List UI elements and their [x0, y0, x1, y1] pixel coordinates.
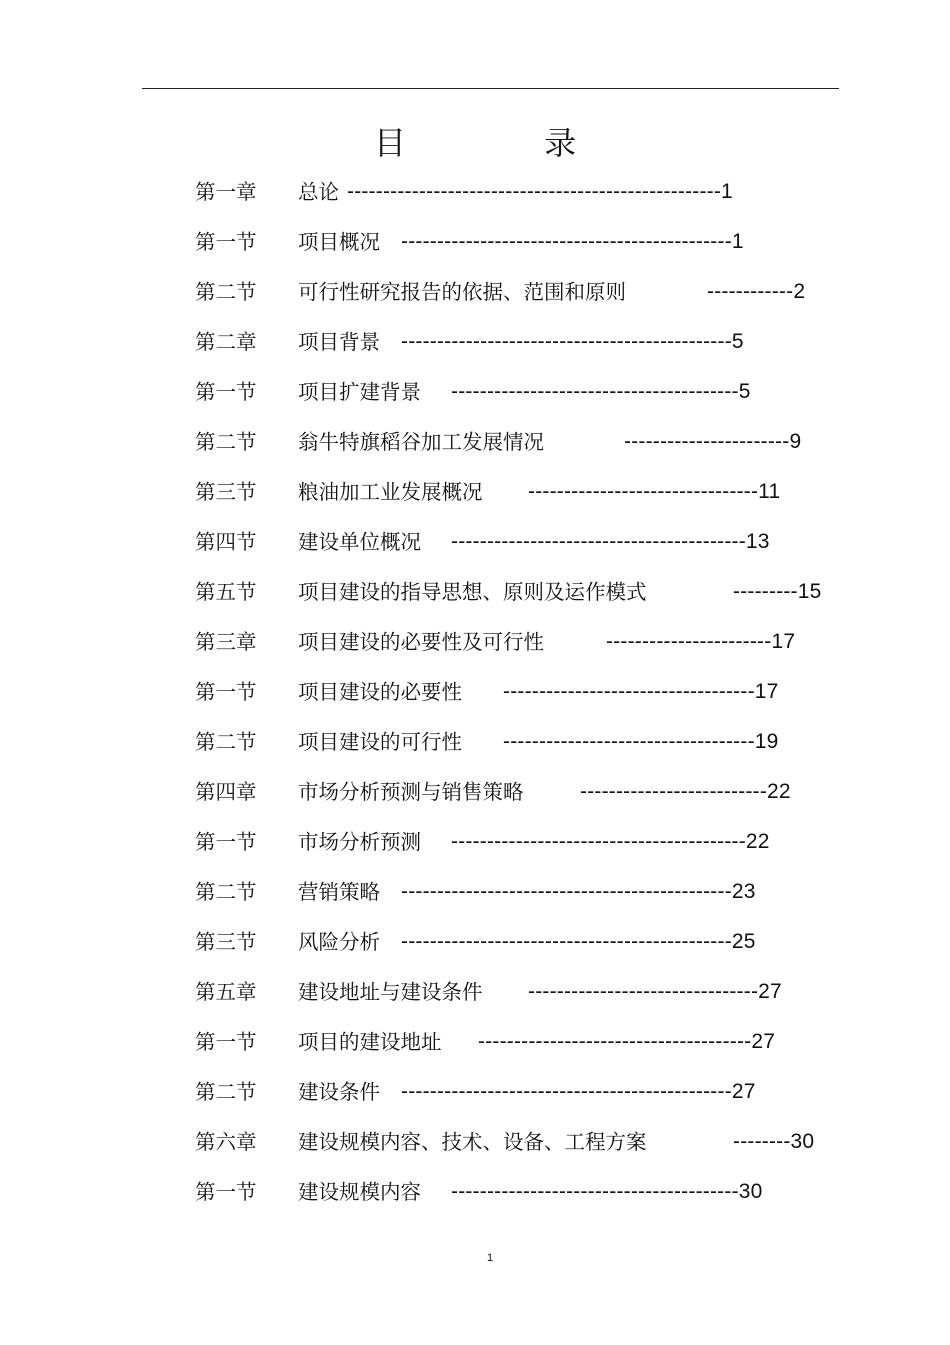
toc-entry	[0, 417, 950, 467]
toc-entry-title: 市场分析预测与销售策略	[298, 780, 524, 804]
toc-entry-leader-page: ----------------------------------------------1	[401, 230, 744, 253]
toc-entry-title: 建设规模内容	[298, 1180, 421, 1204]
toc-entry-leader-page: -----------------------------------------22	[451, 830, 770, 853]
header-rule	[142, 88, 839, 89]
toc-entry	[0, 867, 950, 917]
toc-entry-leader-page: -----------------------------------19	[503, 730, 779, 753]
toc-entry-label: 第一节	[195, 1180, 257, 1204]
toc-entry-label: 第六章	[195, 1130, 257, 1154]
toc-entry-label: 第一节	[195, 830, 257, 854]
toc-entry-label: 第三节	[195, 930, 257, 954]
toc-entry	[0, 517, 950, 567]
toc-entry-title: 建设地址与建设条件	[298, 980, 483, 1004]
toc-entry-leader-page: -----------------------17	[606, 630, 796, 653]
toc-entry-label: 第二章	[195, 330, 257, 354]
toc-entry-label: 第一节	[195, 680, 257, 704]
toc-entry	[0, 1117, 950, 1167]
toc-entry	[0, 317, 950, 367]
toc-entry-label: 第一章	[195, 180, 257, 204]
toc-entry	[0, 1167, 950, 1217]
toc-entry	[0, 167, 950, 217]
toc-entry	[0, 217, 950, 267]
toc-entry-label: 第二节	[195, 880, 257, 904]
toc-entry-label: 第五节	[195, 580, 257, 604]
toc-entry-label: 第二节	[195, 730, 257, 754]
toc-entry-title: 建设规模内容、技术、设备、工程方案	[298, 1130, 647, 1154]
page-title: 目 录	[373, 124, 641, 162]
toc-entry	[0, 467, 950, 517]
toc-entry-leader-page: --------------------------------27	[528, 980, 782, 1003]
toc-entry-title: 建设单位概况	[298, 530, 421, 554]
toc-entry	[0, 717, 950, 767]
toc-entry-leader-page: --------------------------------------27	[478, 1030, 776, 1053]
toc-entry	[0, 917, 950, 967]
toc-entry	[0, 617, 950, 667]
toc-entry-label: 第一节	[195, 230, 257, 254]
toc-entry-label: 第二节	[195, 1080, 257, 1104]
toc-entry-title: 项目扩建背景	[298, 380, 421, 404]
page-number: 1	[486, 1252, 494, 1264]
toc-entry	[0, 367, 950, 417]
toc-entry-title: 项目的建设地址	[298, 1030, 442, 1054]
toc-entry-label: 第三节	[195, 480, 257, 504]
toc-entry-label: 第一节	[195, 1030, 257, 1054]
toc-entry-title: 项目建设的必要性	[298, 680, 462, 704]
toc-entry-title: 项目背景	[298, 330, 380, 354]
toc-entry-label: 第一节	[195, 380, 257, 404]
toc-entry-title: 粮油加工业发展概况	[298, 480, 483, 504]
toc-entry	[0, 967, 950, 1017]
toc-entry-label: 第五章	[195, 980, 257, 1004]
toc-entry-title: 营销策略	[298, 880, 380, 904]
toc-entry	[0, 267, 950, 317]
toc-entry-leader-page: -----------------------------------17	[503, 680, 779, 703]
toc-entry-title: 可行性研究报告的依据、范围和原则	[298, 280, 626, 304]
toc-entry-leader-page: ----------------------------------------5	[451, 380, 751, 403]
toc-entry	[0, 817, 950, 867]
toc-entry-label: 第三章	[195, 630, 257, 654]
toc-entry-leader-page: --------------------------22	[580, 780, 791, 803]
toc-entry	[0, 567, 950, 617]
toc-entry-leader-page: -----------------------9	[624, 430, 802, 453]
toc-entry-leader-page: ----------------------------------------30	[451, 1180, 763, 1203]
toc-entry-title: 项目建设的必要性及可行性	[298, 630, 544, 654]
toc-entry-leader-page: ----------------------------------------------27	[401, 1080, 756, 1103]
toc-entry-label: 第二节	[195, 430, 257, 454]
toc-entry-title: 市场分析预测	[298, 830, 421, 854]
toc-entry-title: 翁牛特旗稻谷加工发展情况	[298, 430, 544, 454]
toc-entry-leader-page: --------30	[733, 1130, 815, 1153]
toc-entry-title: 风险分析	[298, 930, 380, 954]
toc-entry-leader-page: ---------15	[733, 580, 822, 603]
toc-entry-label: 第四节	[195, 530, 257, 554]
toc-entry-label: 第二节	[195, 280, 257, 304]
toc-entry-title: 项目建设的指导思想、原则及运作模式	[298, 580, 647, 604]
toc-entry	[0, 767, 950, 817]
toc-entry-leader-page: ----------------------------------------------23	[401, 880, 756, 903]
toc-entry-title: 建设条件	[298, 1080, 380, 1104]
toc-entry	[0, 667, 950, 717]
toc-entry-title: 项目建设的可行性	[298, 730, 462, 754]
toc-entry-leader-page: ----------------------------------------------25	[401, 930, 756, 953]
toc-entry-leader-page: ----------------------------------------------5	[401, 330, 744, 353]
toc-entry	[0, 1017, 950, 1067]
toc-entry-title: 总论	[298, 180, 339, 204]
toc-entry-label: 第四章	[195, 780, 257, 804]
toc-entry-leader-page: --------------------------------11	[528, 480, 781, 503]
toc-entry-leader-page: ----------------------------------------------------1	[347, 180, 733, 203]
toc-entry-leader-page: -----------------------------------------13	[451, 530, 770, 553]
toc-entry-title: 项目概况	[298, 230, 380, 254]
toc-entry-leader-page: ------------2	[707, 280, 806, 303]
toc-entry	[0, 1067, 950, 1117]
